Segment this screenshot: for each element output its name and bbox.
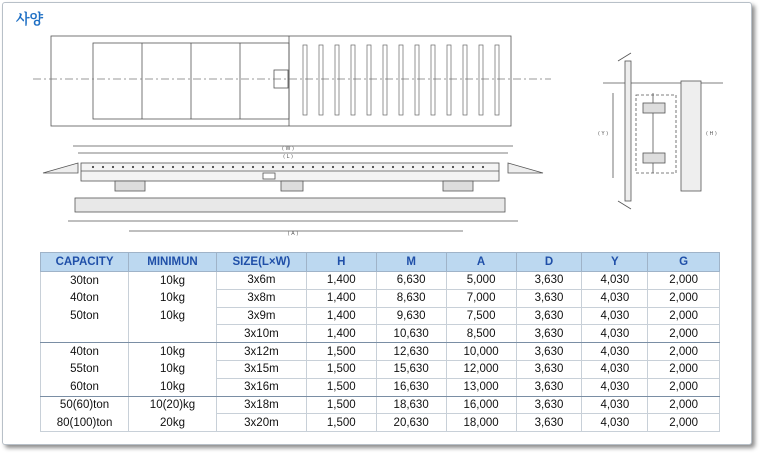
cell-m: 20,630 [376,414,446,432]
cell-size: 3x8m [216,289,306,307]
cell-y: 4,030 [582,289,648,307]
cell-a: 7,500 [446,307,516,325]
table-row [41,307,720,325]
cell-y: 4,030 [582,378,648,396]
column-header: A [446,253,516,272]
cell-size: 3x16m [216,378,306,396]
bolt-mark [122,166,124,168]
table-row [41,272,720,290]
bolt-mark [152,166,154,168]
bolt-mark [292,166,294,168]
cell-capacity: 40ton [41,343,129,361]
cell-g: 2,000 [648,378,720,396]
cell-a: 8,500 [446,325,516,343]
dim-h-label: ( H ) [706,131,717,137]
bolt-mark [102,166,104,168]
cell-capacity: 80(100)ton [41,414,129,432]
cell-size: 3x15m [216,360,306,378]
column-header: D [516,253,582,272]
cell-g: 2,000 [648,396,720,414]
cell-m: 10,630 [376,325,446,343]
bolt-mark [202,166,204,168]
bolt-mark [222,166,224,168]
cell-d: 3,630 [516,289,582,307]
cell-a: 7,000 [446,289,516,307]
cell-a: 5,000 [446,272,516,290]
cell-size: 3x9m [216,307,306,325]
bolt-mark [92,166,94,168]
bolt-mark [432,166,434,168]
dim-a-label: ( A ) [287,231,299,237]
bolt-mark [312,166,314,168]
cell-g: 2,000 [648,414,720,432]
cell-capacity: 60ton [41,378,129,396]
cell-m: 9,630 [376,307,446,325]
cell-d: 3,630 [516,396,582,414]
cell-a: 16,000 [446,396,516,414]
cell-a: 10,000 [446,343,516,361]
cell-h: 1,500 [306,378,376,396]
grating-bar [479,45,483,115]
cell-m: 16,630 [376,378,446,396]
column-header: H [306,253,376,272]
grating-bar [399,45,403,115]
bolt-mark [362,166,364,168]
truck-scale-drawing [3,3,751,253]
table-row [41,289,720,307]
bolt-mark [252,166,254,168]
cell-y: 4,030 [582,360,648,378]
cell-g: 2,000 [648,289,720,307]
cell-capacity: 50(60)ton [41,396,129,414]
cell-h: 1,500 [306,414,376,432]
column-header: M [376,253,446,272]
bolt-mark [162,166,164,168]
bolt-mark [472,166,474,168]
cell-capacity: 40ton [41,289,129,307]
cell-h: 1,400 [306,325,376,343]
grating-bar [415,45,419,115]
cell-a: 13,000 [446,378,516,396]
bolt-mark [142,166,144,168]
section-title: 사양 [16,12,44,28]
bolt-mark [282,166,284,168]
grating-bars [303,45,499,115]
bolt-mark [342,166,344,168]
cell-d: 3,630 [516,360,582,378]
bolt-mark [462,166,464,168]
cell-minimum: 10kg [129,378,217,396]
cell-m: 8,630 [376,289,446,307]
dim-l-label: ( L ) [283,154,293,160]
bolt-mark [302,166,304,168]
bolt-mark [262,166,264,168]
cell-y: 4,030 [582,307,648,325]
cell-y: 4,030 [582,325,648,343]
table-row [41,378,720,396]
table-row [41,414,720,432]
cell-d: 3,630 [516,325,582,343]
table-row [41,343,720,361]
cell-m: 18,630 [376,396,446,414]
cell-minimum: 20kg [129,414,217,432]
cell-size: 3x10m [216,325,306,343]
bolt-mark [192,166,194,168]
cell-g: 2,000 [648,360,720,378]
dim-y-label: ( Y ) [598,131,609,137]
cell-y: 4,030 [582,343,648,361]
grating-bar [447,45,451,115]
cell-minimum: 10kg [129,272,217,290]
bolt-mark [422,166,424,168]
bolt-mark [182,166,184,168]
table-row [41,325,720,343]
bolt-mark [382,166,384,168]
bolt-mark [352,166,354,168]
elevation-view [43,146,543,231]
table-row [41,396,720,414]
bolt-mark [412,166,414,168]
cell-minimum [129,325,217,343]
cell-d: 3,630 [516,343,582,361]
column-header: MINIMUN [129,253,217,272]
grating-bar [431,45,435,115]
cell-size: 3x20m [216,414,306,432]
cell-d: 3,630 [516,414,582,432]
cell-d: 3,630 [516,272,582,290]
bolt-mark [212,166,214,168]
cell-h: 1,500 [306,360,376,378]
cell-capacity: 50ton [41,307,129,325]
cell-size: 3x18m [216,396,306,414]
cell-m: 12,630 [376,343,446,361]
cell-h: 1,400 [306,289,376,307]
bolt-mark [242,166,244,168]
cell-capacity: 30ton [41,272,129,290]
cell-y: 4,030 [582,414,648,432]
cell-h: 1,500 [306,343,376,361]
bolt-mark [322,166,324,168]
section-view [603,53,723,209]
cell-g: 2,000 [648,272,720,290]
cell-h: 1,500 [306,396,376,414]
bolt-mark [392,166,394,168]
cell-d: 3,630 [516,378,582,396]
cell-y: 4,030 [582,396,648,414]
cell-size: 3x12m [216,343,306,361]
spec-panel [2,2,752,445]
dim-w-label: ( W ) [281,146,295,152]
cell-size: 3x6m [216,272,306,290]
column-header: SIZE(L×W) [216,253,306,272]
cell-y: 4,030 [582,272,648,290]
cell-g: 2,000 [648,307,720,325]
grating-bar [463,45,467,115]
grating-bar [335,45,339,115]
column-header: CAPACITY [41,253,129,272]
cell-h: 1,400 [306,272,376,290]
cell-m: 6,630 [376,272,446,290]
bolt-mark [402,166,404,168]
bolt-mark [232,166,234,168]
cell-minimum: 10kg [129,360,217,378]
cell-h: 1,400 [306,307,376,325]
cell-a: 18,000 [446,414,516,432]
column-header: Y [582,253,648,272]
table-header-row [41,253,720,272]
cell-m: 15,630 [376,360,446,378]
bolt-mark [272,166,274,168]
cell-g: 2,000 [648,325,720,343]
grating-bar [367,45,371,115]
cell-minimum: 10(20)kg [129,396,217,414]
bolt-mark [112,166,114,168]
bolt-mark [482,166,484,168]
plan-view [33,36,551,126]
cell-a: 12,000 [446,360,516,378]
cell-d: 3,630 [516,307,582,325]
spec-table [40,252,720,432]
table-body [41,272,720,432]
bolt-mark [132,166,134,168]
grating-bar [495,45,499,115]
bolt-mark [442,166,444,168]
cell-capacity [41,325,129,343]
cell-capacity: 55ton [41,360,129,378]
bolt-mark [452,166,454,168]
cell-minimum: 10kg [129,307,217,325]
column-header: G [648,253,720,272]
cell-minimum: 10kg [129,343,217,361]
grating-bar [319,45,323,115]
bolt-mark [332,166,334,168]
cell-g: 2,000 [648,343,720,361]
bolt-mark [172,166,174,168]
cell-minimum: 10kg [129,289,217,307]
bolt-mark [372,166,374,168]
grating-bar [303,45,307,115]
grating-bar [351,45,355,115]
table-row [41,360,720,378]
grating-bar [383,45,387,115]
